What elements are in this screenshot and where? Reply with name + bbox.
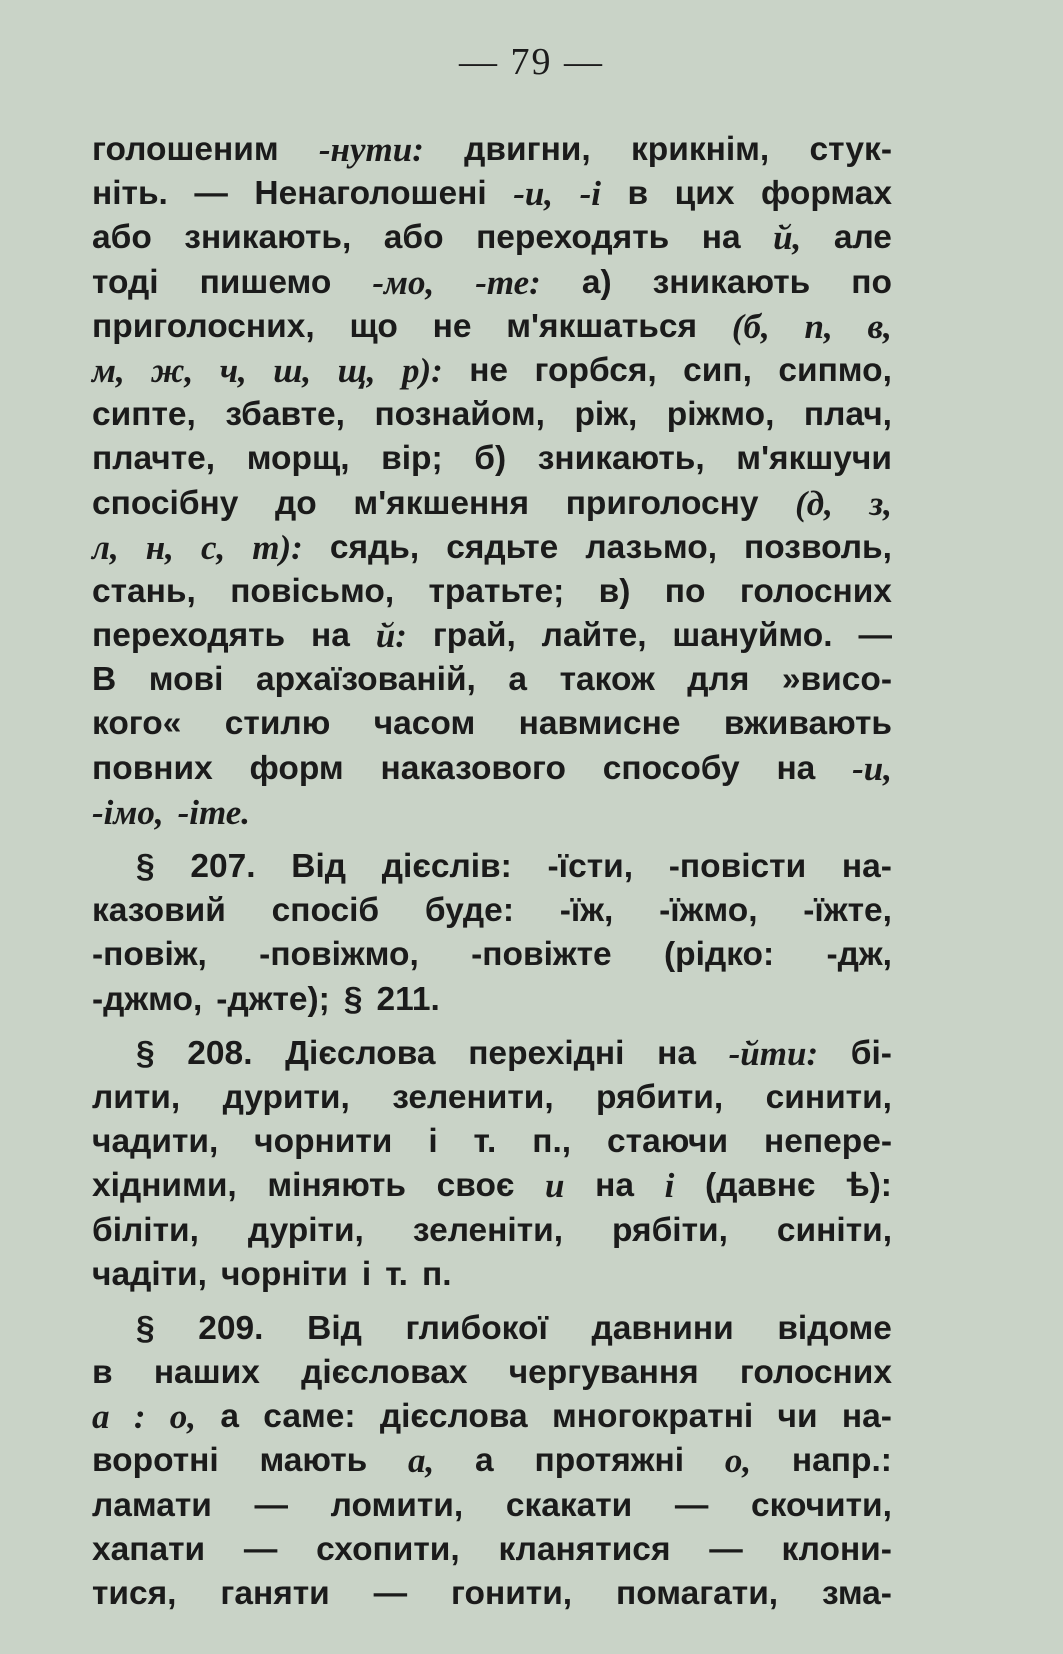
word: — xyxy=(373,1575,408,1612)
word: зеленити, xyxy=(392,1078,554,1116)
word: ріжмо, xyxy=(666,396,775,434)
word: т. xyxy=(385,1255,408,1293)
word: (давнє xyxy=(705,1167,816,1205)
word: вір; xyxy=(381,440,443,478)
text-line xyxy=(92,482,892,526)
word: що xyxy=(349,307,398,345)
text-line xyxy=(92,261,892,305)
word: с, xyxy=(200,527,226,567)
word: наказового xyxy=(380,749,567,787)
word: архаїзованій, xyxy=(256,661,476,699)
word: -джмо, xyxy=(92,980,203,1018)
text-line xyxy=(92,305,892,349)
text-line xyxy=(92,1572,892,1616)
word: рябити, xyxy=(596,1078,724,1116)
word: § xyxy=(343,980,363,1018)
word: плачте, xyxy=(92,440,216,478)
word: повних xyxy=(92,749,213,787)
word: 211. xyxy=(376,980,440,1018)
word: ламати xyxy=(92,1486,212,1524)
word: щ, xyxy=(337,350,376,390)
word: переходять xyxy=(92,617,286,655)
paragraph-gap xyxy=(92,1022,892,1032)
word: перехідні xyxy=(468,1034,625,1072)
text-line xyxy=(92,1439,892,1483)
word: т. xyxy=(473,1123,497,1161)
word: В xyxy=(92,661,117,699)
word: казовий xyxy=(92,892,226,930)
word: -повісти xyxy=(668,848,807,885)
word: часом xyxy=(373,705,476,743)
word: голошеним xyxy=(92,131,279,168)
text-line xyxy=(92,978,892,1022)
word: міняють xyxy=(267,1167,407,1205)
word: синіти, xyxy=(776,1211,892,1249)
word: а xyxy=(92,1397,110,1437)
word: з, xyxy=(869,483,892,523)
word: зникають, xyxy=(537,440,705,478)
word: -йти: xyxy=(728,1033,819,1073)
word: шануймо. xyxy=(672,617,833,655)
word: Від xyxy=(307,1309,362,1347)
word: п. xyxy=(421,1255,452,1293)
word: ломити, xyxy=(330,1486,464,1524)
word: крикнім, xyxy=(631,131,770,168)
word: дієслова xyxy=(379,1398,528,1436)
word: тоді xyxy=(92,263,159,301)
word: -мо, xyxy=(372,262,435,302)
text-line xyxy=(92,1076,892,1120)
word: Дієслова xyxy=(285,1034,436,1072)
word: ѣ): xyxy=(846,1167,892,1205)
word: біліти, xyxy=(92,1211,199,1249)
word: сядьте xyxy=(446,528,559,566)
word: чорнити xyxy=(254,1123,393,1161)
word: спосіб xyxy=(271,892,380,930)
word: § xyxy=(136,1034,155,1072)
word: на- xyxy=(841,848,892,885)
word: цих xyxy=(674,175,735,213)
word: на- xyxy=(841,1398,892,1436)
word: переходять xyxy=(476,219,670,257)
text-line xyxy=(92,791,892,835)
word: також xyxy=(559,661,655,699)
word: стань, xyxy=(92,572,196,610)
word: Ненаголошені xyxy=(254,175,487,213)
word: познайом, xyxy=(374,396,545,434)
text-line xyxy=(92,1307,892,1351)
word: навмисне xyxy=(518,705,681,743)
text-line xyxy=(92,658,892,702)
word: тратьте; xyxy=(428,572,565,610)
word: — xyxy=(254,1486,289,1524)
word: глибокої xyxy=(405,1309,548,1347)
word: кланятися xyxy=(498,1530,671,1568)
word: — xyxy=(674,1486,709,1524)
body-text xyxy=(92,128,892,1616)
word: — xyxy=(858,617,892,655)
word: о, xyxy=(724,1441,752,1481)
word: бі- xyxy=(850,1034,892,1072)
word: чи xyxy=(777,1398,818,1436)
word: сипте, xyxy=(92,396,196,434)
word: дурити, xyxy=(222,1078,350,1116)
word: — xyxy=(194,175,228,213)
word: -іте. xyxy=(177,792,251,832)
word: скакати xyxy=(505,1486,633,1524)
word: -дж, xyxy=(826,936,892,974)
word: до xyxy=(275,484,317,522)
text-line xyxy=(92,747,892,791)
word: воротні xyxy=(92,1442,219,1480)
text-line xyxy=(92,570,892,614)
word: а) xyxy=(581,263,612,301)
word: л, xyxy=(92,527,119,567)
word: п, xyxy=(804,306,833,346)
word: й: xyxy=(375,616,407,656)
word: дієслів: xyxy=(381,848,512,885)
word: — xyxy=(243,1530,278,1568)
word: (б, xyxy=(731,306,770,346)
word: плач, xyxy=(803,396,892,434)
word: -повіж, xyxy=(92,936,207,974)
word: зникають, xyxy=(184,219,352,257)
word: ч, xyxy=(219,350,247,390)
word: стук- xyxy=(809,131,892,168)
word: рябіти, xyxy=(612,1211,728,1249)
text-line xyxy=(92,1164,892,1208)
word: а xyxy=(508,661,528,699)
word: р): xyxy=(401,350,443,390)
word: позволь, xyxy=(744,528,892,566)
word: б) xyxy=(474,440,507,478)
word: чергування xyxy=(508,1354,699,1392)
word: саме: xyxy=(263,1398,356,1436)
word: стаючи xyxy=(607,1123,729,1161)
word: Від xyxy=(291,848,347,885)
word: голосних xyxy=(739,572,892,610)
word: лазьмо, xyxy=(585,528,718,566)
text-line xyxy=(92,1253,892,1297)
word: приголосних, xyxy=(92,307,315,345)
word: скочити, xyxy=(751,1486,892,1524)
text-line xyxy=(92,1032,892,1076)
word: зеленіти, xyxy=(412,1211,564,1249)
word: не xyxy=(469,351,509,389)
word: на xyxy=(657,1034,696,1072)
word: п., xyxy=(532,1123,572,1161)
word: м, xyxy=(92,350,125,390)
word: буде: xyxy=(424,892,514,930)
word: морщ, xyxy=(246,440,350,478)
word: § xyxy=(136,1309,155,1347)
word: формах xyxy=(761,175,892,213)
word: по xyxy=(664,572,706,610)
word: хідними, xyxy=(92,1167,237,1205)
page-number: — 79 — xyxy=(459,41,604,83)
word: -їж, xyxy=(559,892,614,930)
word: і xyxy=(361,1255,372,1293)
word: повісьмо, xyxy=(230,572,395,610)
text-line xyxy=(92,172,892,216)
word: (д, xyxy=(795,483,833,523)
text-line xyxy=(92,128,892,172)
word: -їсти, xyxy=(547,848,634,885)
word: стилю xyxy=(224,705,331,743)
word: в) xyxy=(598,572,631,610)
word: 208. xyxy=(187,1034,253,1072)
word: мові xyxy=(148,661,224,699)
text-line xyxy=(92,889,892,933)
word: наших xyxy=(153,1354,260,1392)
paragraph-gap xyxy=(92,835,892,845)
word: м'якшучи xyxy=(736,440,892,478)
word: -їжмо, xyxy=(659,892,758,930)
word: непере- xyxy=(764,1123,892,1161)
text-line xyxy=(92,1209,892,1253)
word: хапати xyxy=(92,1530,206,1568)
text-line xyxy=(92,393,892,437)
word: схопити, xyxy=(316,1530,460,1568)
word: -джте); xyxy=(216,980,330,1018)
word: або xyxy=(383,219,444,257)
word: а xyxy=(475,1442,494,1480)
word: ш, xyxy=(273,350,312,390)
word: форм xyxy=(249,749,344,787)
word: приголосну xyxy=(565,484,759,522)
word: давнини xyxy=(591,1309,734,1347)
word: і xyxy=(428,1123,438,1161)
word: напр.: xyxy=(791,1442,892,1480)
word: -повіжте xyxy=(471,936,612,974)
text-line xyxy=(92,933,892,977)
word: не xyxy=(432,307,472,345)
text-line xyxy=(92,702,892,746)
word: многократні xyxy=(551,1398,754,1436)
text-line xyxy=(92,526,892,570)
word: сядь, xyxy=(329,528,420,566)
word: клони- xyxy=(781,1530,892,1568)
word: збавте, xyxy=(225,396,345,434)
word: своє xyxy=(436,1167,515,1205)
word: й, xyxy=(773,218,802,258)
word: -повіжмо, xyxy=(259,936,419,974)
text-line xyxy=(92,1351,892,1395)
word: для xyxy=(687,661,750,699)
word: відоме xyxy=(777,1309,892,1347)
word: -імо, xyxy=(92,792,164,832)
word: в xyxy=(627,175,649,213)
text-line xyxy=(92,614,892,658)
word: а xyxy=(220,1398,239,1436)
word: дуріти, xyxy=(247,1211,364,1249)
word: м'якшаться xyxy=(506,307,698,345)
word: або xyxy=(92,219,152,257)
word: вживають xyxy=(723,705,892,743)
word: спосібну xyxy=(92,484,239,522)
word: § xyxy=(136,848,155,885)
word: (рідко: xyxy=(664,936,775,974)
word: на xyxy=(311,617,350,655)
word: на xyxy=(776,749,816,787)
word: т): xyxy=(252,527,303,567)
word: сипмо, xyxy=(778,351,892,389)
word: чадіти, xyxy=(92,1255,207,1293)
word: -и, xyxy=(852,748,892,788)
text-line xyxy=(92,1120,892,1164)
text-line xyxy=(92,845,892,889)
word: »висо- xyxy=(781,661,892,699)
word: -нути: xyxy=(318,130,424,169)
word: — xyxy=(709,1530,743,1568)
word: синити, xyxy=(765,1078,892,1116)
word: по xyxy=(851,263,892,301)
word: : xyxy=(133,1397,146,1437)
word: ганяти xyxy=(220,1575,330,1612)
word: зма- xyxy=(822,1575,892,1612)
word: ж, xyxy=(151,350,194,390)
word: дієсловах xyxy=(301,1354,468,1392)
word: пишемо xyxy=(199,263,332,301)
word: гонити, xyxy=(451,1575,573,1612)
word: ніть. xyxy=(92,175,168,213)
text-line xyxy=(92,437,892,481)
word: о, xyxy=(169,1397,197,1437)
word: н, xyxy=(145,527,174,567)
word: способу xyxy=(602,749,740,787)
word: і xyxy=(664,1166,675,1206)
word: м'якшення xyxy=(353,484,530,522)
word: грай, xyxy=(432,617,516,655)
word: в xyxy=(92,1354,113,1392)
word: и xyxy=(545,1166,565,1206)
word: мають xyxy=(259,1442,368,1480)
word: кого« xyxy=(92,705,182,743)
word: голосних xyxy=(739,1354,892,1392)
text-line xyxy=(92,1528,892,1572)
word: зникають xyxy=(652,263,811,301)
word: на xyxy=(595,1167,635,1205)
word: а, xyxy=(408,1441,435,1481)
text-line xyxy=(92,1395,892,1439)
word: на xyxy=(701,219,741,257)
word: лайте, xyxy=(541,617,647,655)
text-line xyxy=(92,349,892,393)
word: лити, xyxy=(92,1078,181,1116)
word: протяжні xyxy=(534,1442,685,1480)
text-line xyxy=(92,216,892,260)
word: помагати, xyxy=(616,1575,779,1612)
word: чадити, xyxy=(92,1123,219,1161)
word: -їжте, xyxy=(803,892,892,930)
word: 207. xyxy=(190,848,256,885)
word: тися, xyxy=(92,1575,177,1612)
word: 209. xyxy=(198,1309,264,1347)
paragraph-gap xyxy=(92,1297,892,1307)
word: чорніти xyxy=(220,1255,348,1293)
word: -те: xyxy=(475,262,541,302)
text-line xyxy=(92,1484,892,1528)
word: -і xyxy=(579,174,601,214)
word: але xyxy=(833,219,892,257)
word: сип, xyxy=(683,351,752,389)
word: ріж, xyxy=(574,396,638,434)
word: -и, xyxy=(513,174,554,214)
word: двигни, xyxy=(464,131,591,168)
word: в, xyxy=(867,306,892,346)
word: горбся, xyxy=(534,351,657,389)
